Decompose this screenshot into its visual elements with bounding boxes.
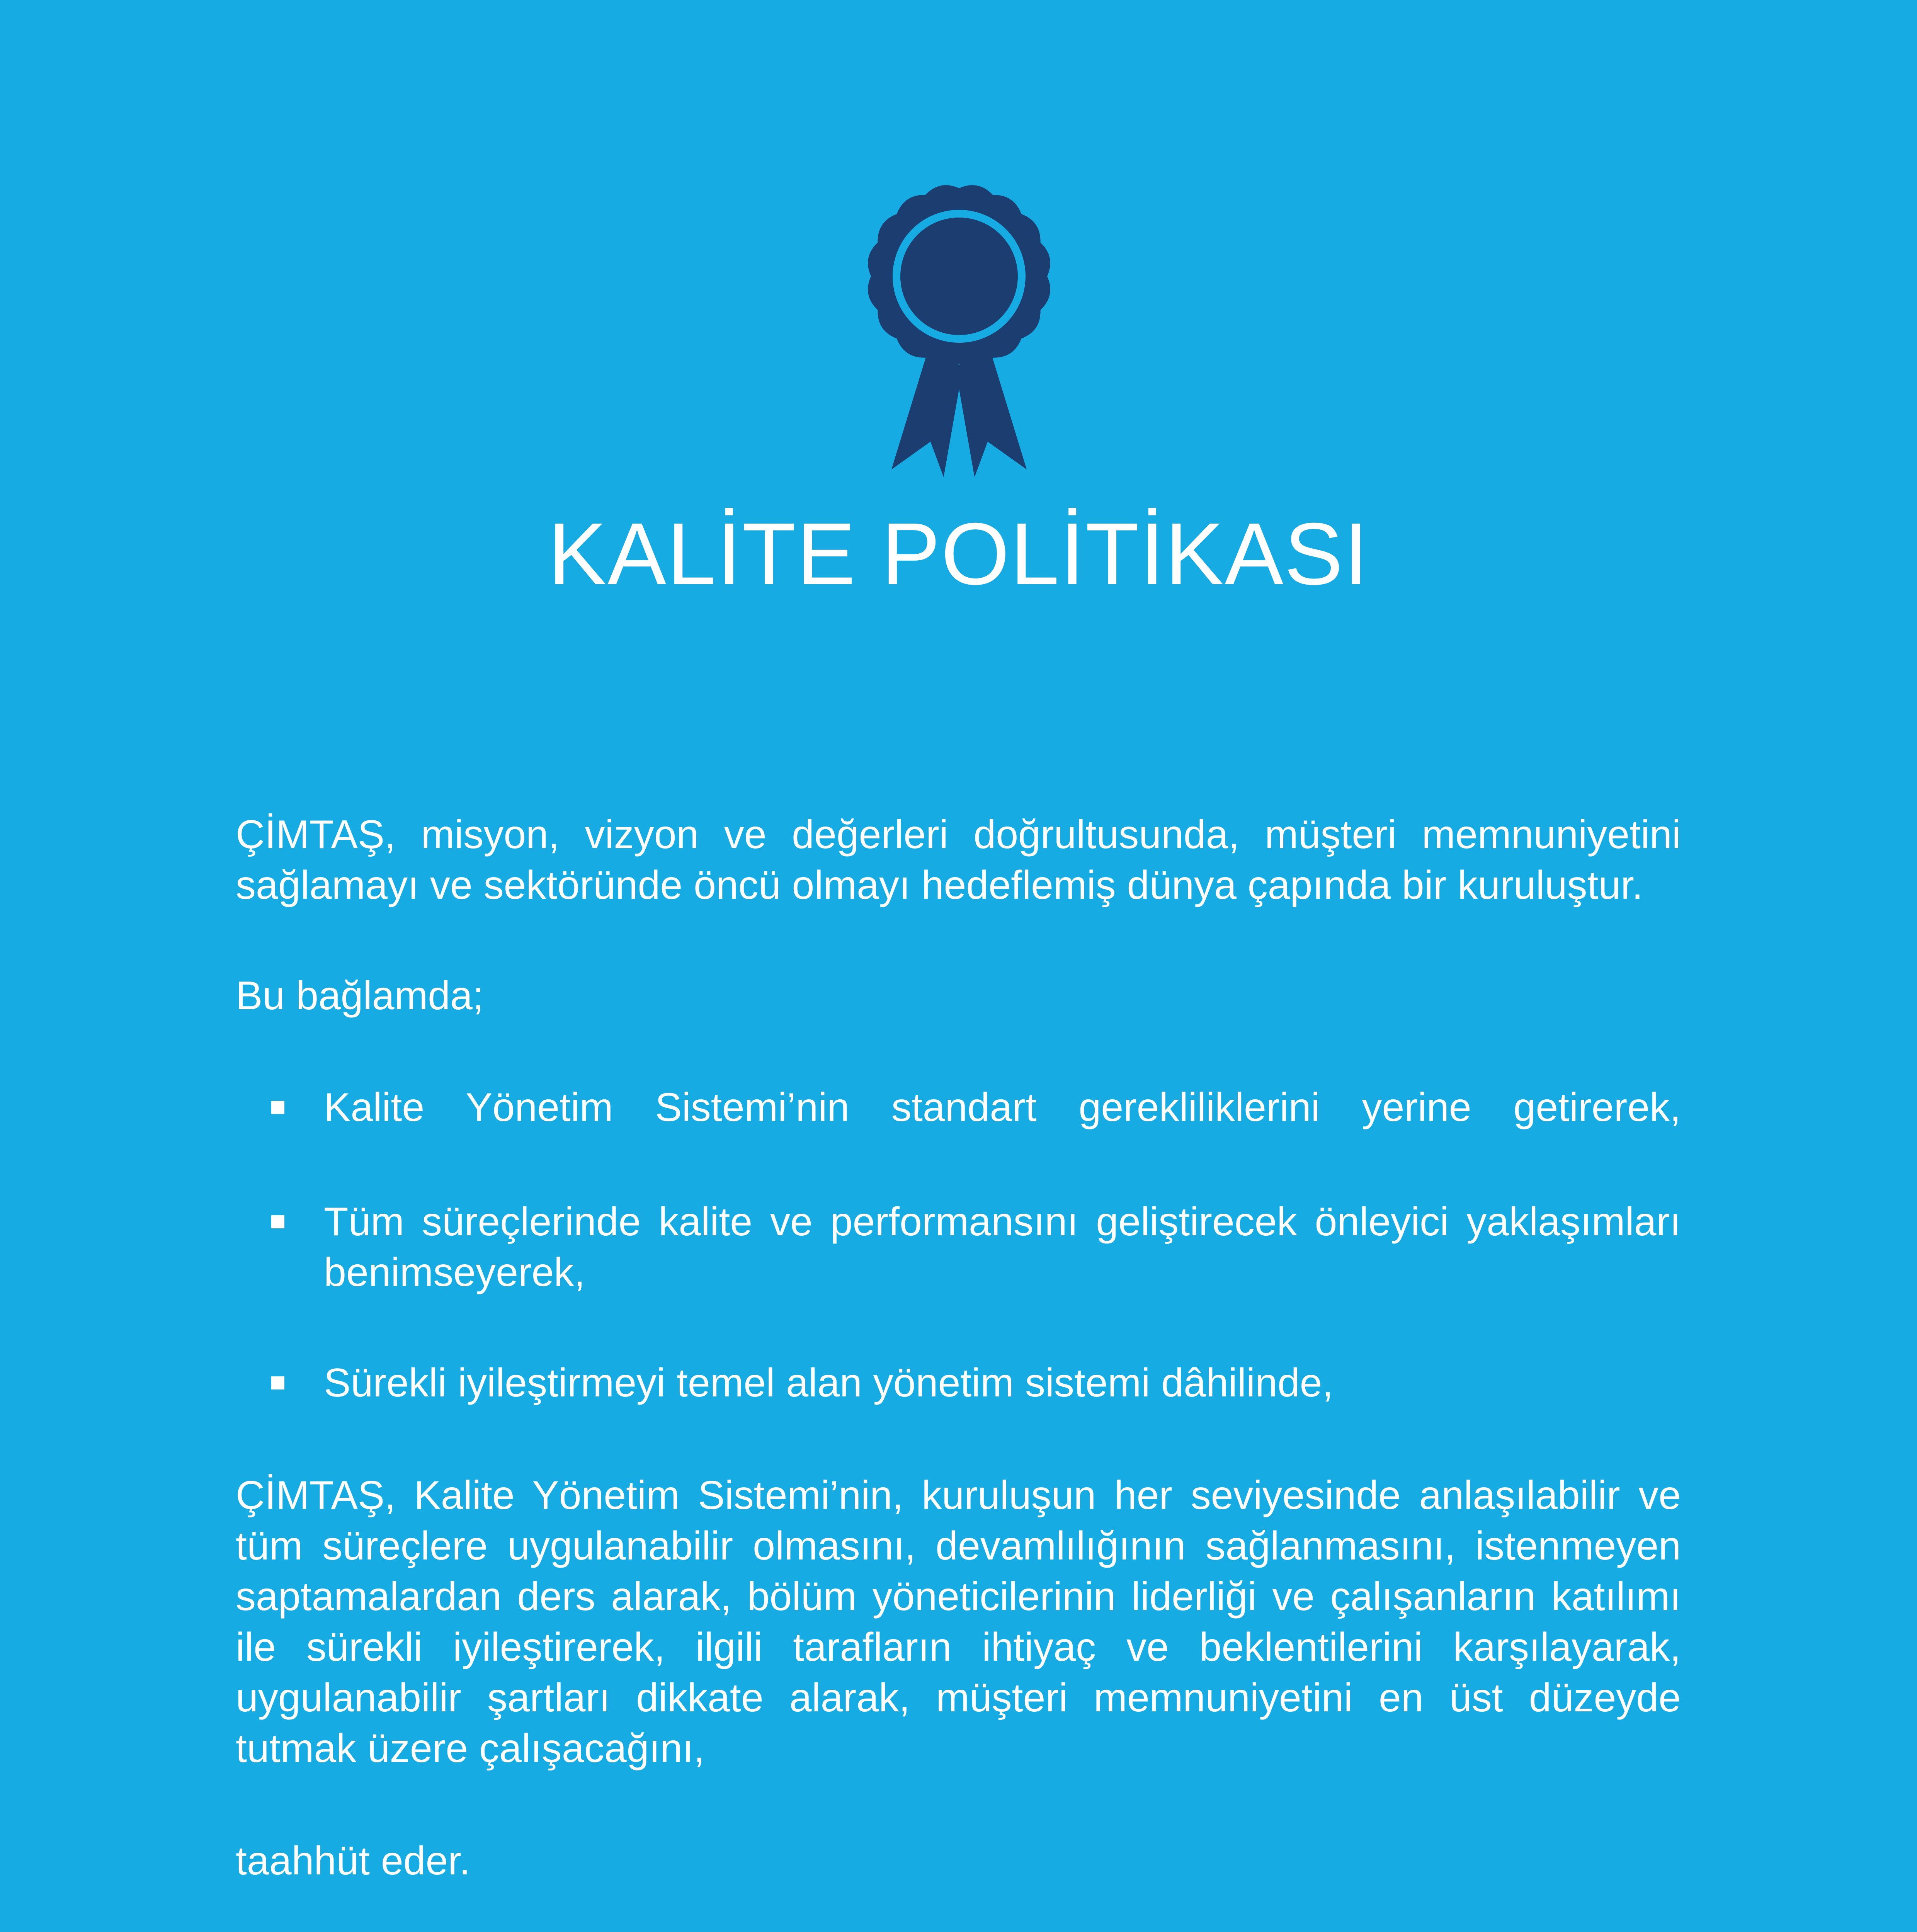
context-line: Bu bağlamda; [236,973,484,1018]
list-item-text: Tüm süreçlerinde kalite ve performansını geliştirecek önleyici yaklaşımları benimseyerek, [324,1199,1681,1295]
list-item-text: Kalite Yönetim Sistemi’nin standart gerekliliklerini yerine getirerek, [324,1085,1681,1130]
ribbon-right [955,350,1027,477]
commitment-list [236,1082,1681,1408]
policy-body [236,810,1681,1886]
award-ribbon-icon [859,176,1060,477]
page-title: KALİTE POLİTİKASI [548,505,1369,603]
list-item [236,1197,1681,1298]
list-item [236,1082,1681,1133]
bullet-square-icon [271,1376,284,1389]
bullet-square-icon [271,1215,284,1228]
intro-paragraph: ÇİMTAŞ, misyon, vizyon ve değerleri doğrultusunda, müşteri memnuniyetini sağlamayı ve sektöründe öncü olmayı hedeflemiş dünya çapında bir kuruluştur. [236,812,1681,908]
ribbon-left [891,350,963,477]
list-item [236,1358,1681,1408]
list-item-text: Sürekli iyileştirmeyi temel alan yönetim sistemi dâhilinde, [324,1361,1334,1405]
bullet-square-icon [271,1101,284,1114]
commitment-paragraph: ÇİMTAŞ, Kalite Yönetim Sistemi’nin, kuruluşun her seviyesinde anlaşılabilir ve tüm süreçlere uygulanabilir olmasını, devamlılığının sağlanmasını, istenmeyen saptamalardan ders alarak, bölüm yöneticilerinin liderliği ve çalışanların katılımı ile sürekli iyileştirerek, ilgili tarafların ihtiyaç ve beklentilerini karşılayarak, uygulanabilir şartları dikkate alarak, müşteri memnuniyetini en üst düzeyde tutmak üzere çalışacağını, [236,1473,1681,1771]
closing-line: taahhüt eder. [236,1838,471,1883]
